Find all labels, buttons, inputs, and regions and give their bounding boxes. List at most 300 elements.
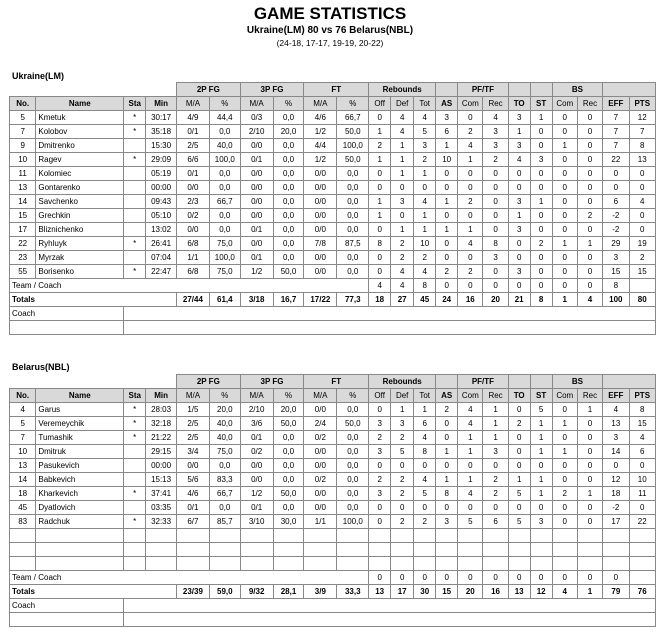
empty-cell xyxy=(337,529,369,543)
stat-cell: 0 xyxy=(530,501,552,515)
away-stats-table xyxy=(9,374,656,627)
header-ft: FT xyxy=(304,375,369,389)
stat-cell: 11 xyxy=(629,487,655,501)
stat-cell: 0 xyxy=(552,265,577,279)
column-header: Com xyxy=(552,97,577,111)
stat-cell: 3 xyxy=(483,125,508,139)
empty-cell xyxy=(337,557,369,571)
empty-cell xyxy=(530,543,552,557)
stat-cell: 0 xyxy=(483,279,508,293)
stat-cell: 0 xyxy=(436,181,458,195)
stat-cell: 00:00 xyxy=(146,181,177,195)
total-cell: 1 xyxy=(552,293,577,307)
stat-cell: 0 xyxy=(530,139,552,153)
empty-row xyxy=(10,557,656,571)
stat-cell: 0 xyxy=(577,515,602,529)
stat-cell: 1 xyxy=(458,473,483,487)
stat-cell: * xyxy=(124,111,146,125)
header-blank xyxy=(508,83,530,97)
stat-cell: 4 xyxy=(414,431,436,445)
stat-cell: 4 xyxy=(414,473,436,487)
empty-cell xyxy=(304,529,337,543)
column-header: Com xyxy=(458,97,483,111)
stat-cell: 0 xyxy=(414,459,436,473)
stat-cell: 1 xyxy=(436,139,458,153)
stat-cell: 0/1 xyxy=(176,501,209,515)
stat-cell: 0,0 xyxy=(209,459,240,473)
empty-cell xyxy=(209,557,240,571)
header-2p-fg: 2P FG xyxy=(176,375,240,389)
stat-cell: 0 xyxy=(508,167,530,181)
stat-cell: 1/5 xyxy=(176,403,209,417)
column-header: % xyxy=(337,97,369,111)
stat-cell: 3 xyxy=(436,111,458,125)
stat-cell xyxy=(124,195,146,209)
stat-cell: 0 xyxy=(483,195,508,209)
stat-cell: 2/5 xyxy=(176,417,209,431)
stat-cell: 0/1 xyxy=(240,223,273,237)
stat-cell: 4/6 xyxy=(176,487,209,501)
player-row xyxy=(10,417,656,431)
total-cell: 79 xyxy=(603,585,629,599)
stat-cell: 15:13 xyxy=(146,473,177,487)
team-name-away: Belarus(NBL) xyxy=(12,362,70,372)
header-blank xyxy=(436,83,458,97)
stat-cell: 15:30 xyxy=(146,139,177,153)
stat-cell: 2 xyxy=(414,251,436,265)
empty-cell xyxy=(629,557,655,571)
stat-cell: 1 xyxy=(552,417,577,431)
total-cell: 9/32 xyxy=(240,585,273,599)
stat-cell: 8 xyxy=(369,237,391,251)
stat-cell: 0 xyxy=(577,459,602,473)
empty-cell xyxy=(552,529,577,543)
stat-cell: 0/0 xyxy=(304,167,337,181)
total-cell: 17 xyxy=(391,585,414,599)
stat-cell: 0,0 xyxy=(337,181,369,195)
stat-cell: 50,0 xyxy=(337,417,369,431)
stat-cell: 1 xyxy=(391,223,414,237)
stat-cell: 0 xyxy=(369,265,391,279)
stat-cell: 2 xyxy=(436,403,458,417)
stat-cell: 3 xyxy=(530,153,552,167)
player-name: Ragev xyxy=(36,153,124,167)
stat-cell: 0 xyxy=(552,571,577,585)
stat-cell: 0 xyxy=(391,501,414,515)
stat-cell: 6/6 xyxy=(176,153,209,167)
column-header: TO xyxy=(508,97,530,111)
column-header: % xyxy=(273,389,304,403)
stat-cell: 1 xyxy=(458,431,483,445)
stat-cell: 0 xyxy=(577,265,602,279)
column-header: Min xyxy=(146,97,177,111)
stat-cell: 14 xyxy=(603,445,629,459)
stat-cell: 5 xyxy=(10,111,36,125)
stat-cell: 0 xyxy=(483,181,508,195)
stat-cell: 00:00 xyxy=(146,459,177,473)
stat-cell: 0 xyxy=(508,459,530,473)
empty-cell xyxy=(391,529,414,543)
stat-cell: 0 xyxy=(436,417,458,431)
stat-cell: 10 xyxy=(414,237,436,251)
stat-cell xyxy=(124,223,146,237)
header-blank xyxy=(603,83,656,97)
stat-cell: 2 xyxy=(458,195,483,209)
stat-cell: 3 xyxy=(603,251,629,265)
coach-label: Coach xyxy=(10,599,124,613)
stat-cell: 0/2 xyxy=(304,431,337,445)
column-header: Off xyxy=(369,97,391,111)
column-header: Off xyxy=(369,389,391,403)
stat-cell: 0,0 xyxy=(273,111,304,125)
stat-cell xyxy=(124,139,146,153)
stat-cell: 2 xyxy=(483,473,508,487)
stat-cell: 0,0 xyxy=(209,125,240,139)
team-coach-label: Team / Coach xyxy=(10,571,369,585)
stat-cell: 1 xyxy=(436,195,458,209)
stat-cell: 1 xyxy=(436,223,458,237)
stat-cell: 0 xyxy=(483,209,508,223)
stat-cell: 1 xyxy=(414,403,436,417)
stat-cell: 37:41 xyxy=(146,487,177,501)
stat-cell: 87,5 xyxy=(337,237,369,251)
stat-cell: 0,0 xyxy=(337,223,369,237)
column-header: % xyxy=(209,97,240,111)
stat-cell: 2 xyxy=(391,515,414,529)
stat-cell: 2 xyxy=(577,209,602,223)
empty-cell xyxy=(369,543,391,557)
empty-cell xyxy=(458,543,483,557)
stat-cell: 0 xyxy=(391,571,414,585)
stat-cell: 0/0 xyxy=(304,181,337,195)
stat-cell xyxy=(124,501,146,515)
stat-cell: 1 xyxy=(458,445,483,459)
player-name: Myrzak xyxy=(36,251,124,265)
column-header-row xyxy=(10,97,656,111)
stat-cell: 2 xyxy=(629,251,655,265)
empty-cell xyxy=(36,557,124,571)
player-row xyxy=(10,431,656,445)
empty-cell xyxy=(10,529,36,543)
column-header: M/A xyxy=(304,389,337,403)
header-pf-tf: PF/TF xyxy=(458,375,509,389)
empty-cell xyxy=(530,529,552,543)
player-row xyxy=(10,181,656,195)
stat-cell: 0 xyxy=(552,181,577,195)
stat-cell: 4 xyxy=(391,125,414,139)
total-cell: 76 xyxy=(629,585,655,599)
stat-cell: 0,0 xyxy=(337,459,369,473)
stat-cell: 3/6 xyxy=(240,417,273,431)
stat-cell: 0,0 xyxy=(337,431,369,445)
stat-cell: 13 xyxy=(10,459,36,473)
stat-cell: 6/8 xyxy=(176,265,209,279)
stat-cell: 1 xyxy=(458,223,483,237)
empty-cell xyxy=(414,557,436,571)
header-blank xyxy=(530,375,552,389)
stat-cell: 09:43 xyxy=(146,195,177,209)
stat-cell: 20,0 xyxy=(273,403,304,417)
stat-cell: 21:22 xyxy=(146,431,177,445)
stat-cell: 75,0 xyxy=(209,445,240,459)
empty-cell xyxy=(603,529,629,543)
stat-cell: 13 xyxy=(629,153,655,167)
column-header: Rec xyxy=(577,97,602,111)
stat-cell: 4 xyxy=(483,111,508,125)
player-row xyxy=(10,459,656,473)
stat-cell: -2 xyxy=(603,223,629,237)
stat-cell: 1 xyxy=(369,195,391,209)
stat-cell: 5 xyxy=(10,417,36,431)
player-name: Gontarenko xyxy=(36,181,124,195)
total-cell: 1 xyxy=(577,585,602,599)
stat-cell: 0 xyxy=(458,459,483,473)
stat-cell: * xyxy=(124,125,146,139)
stat-cell: 2/10 xyxy=(240,403,273,417)
stat-cell: 8 xyxy=(483,237,508,251)
stat-cell: 0 xyxy=(577,181,602,195)
total-cell: 4 xyxy=(552,585,577,599)
header-ft: FT xyxy=(304,83,369,97)
stat-cell: 2 xyxy=(458,265,483,279)
stat-cell: 0 xyxy=(391,459,414,473)
total-cell: 12 xyxy=(530,585,552,599)
stat-cell: 0/0 xyxy=(240,237,273,251)
stat-cell: 50,0 xyxy=(273,265,304,279)
total-cell: 80 xyxy=(629,293,655,307)
column-header: No. xyxy=(10,389,36,403)
stat-cell: 0 xyxy=(552,473,577,487)
stat-cell: 0,0 xyxy=(273,195,304,209)
header-3p-fg: 3P FG xyxy=(240,375,304,389)
stat-cell: 3 xyxy=(436,515,458,529)
stat-cell: 0,0 xyxy=(273,181,304,195)
empty-cell xyxy=(146,557,177,571)
player-row xyxy=(10,251,656,265)
stat-cell: 0 xyxy=(436,237,458,251)
stat-cell: 0 xyxy=(458,111,483,125)
stat-cell: 0/0 xyxy=(240,459,273,473)
coach-name xyxy=(124,599,656,613)
team-coach-row xyxy=(10,571,656,585)
stat-cell: 10 xyxy=(629,473,655,487)
stat-cell: 20,0 xyxy=(209,403,240,417)
empty-cell xyxy=(369,557,391,571)
player-row xyxy=(10,265,656,279)
stat-cell: 8 xyxy=(629,139,655,153)
empty-cell xyxy=(240,543,273,557)
coach-blank xyxy=(124,613,656,627)
stat-cell: 11 xyxy=(10,167,36,181)
stat-cell: 0 xyxy=(552,153,577,167)
stat-cell: 5 xyxy=(414,125,436,139)
stat-cell: 2 xyxy=(369,431,391,445)
stat-cell: 0/0 xyxy=(304,501,337,515)
empty-cell xyxy=(273,529,304,543)
stat-cell: 1 xyxy=(369,125,391,139)
column-header: Name xyxy=(36,97,124,111)
stat-cell: 0 xyxy=(436,167,458,181)
stat-cell: 0 xyxy=(530,125,552,139)
coach-blank xyxy=(10,613,124,627)
empty-cell xyxy=(629,543,655,557)
stat-cell: 29:09 xyxy=(146,153,177,167)
stat-cell: 1/1 xyxy=(304,515,337,529)
stat-cell: 0/3 xyxy=(240,111,273,125)
stat-cell: 3/4 xyxy=(176,445,209,459)
stat-cell: 32:18 xyxy=(146,417,177,431)
stat-cell: 5 xyxy=(391,445,414,459)
stat-cell: 1 xyxy=(530,445,552,459)
empty-cell xyxy=(577,529,602,543)
stat-cell: 0,0 xyxy=(273,431,304,445)
stat-cell: 4 xyxy=(10,403,36,417)
player-row xyxy=(10,473,656,487)
stat-cell: 1/2 xyxy=(240,487,273,501)
stat-cell: 2 xyxy=(391,487,414,501)
empty-cell xyxy=(369,529,391,543)
stat-cell: 7 xyxy=(603,111,629,125)
stat-cell: 0/0 xyxy=(304,195,337,209)
column-header: Name xyxy=(36,389,124,403)
player-name: Bliznichenko xyxy=(36,223,124,237)
stat-cell: 0 xyxy=(603,181,629,195)
player-name: Grechkin xyxy=(36,209,124,223)
stat-cell: 0/1 xyxy=(240,431,273,445)
stat-cell: 0 xyxy=(577,223,602,237)
stat-cell: 5 xyxy=(414,487,436,501)
player-row xyxy=(10,237,656,251)
quarter-scores: (24-18, 17-17, 19-19, 20-22) xyxy=(276,38,384,48)
group-header-row xyxy=(10,375,656,389)
stat-cell: 22 xyxy=(603,153,629,167)
stat-cell: 55 xyxy=(10,265,36,279)
stat-cell: 3 xyxy=(391,195,414,209)
team-name-home: Ukraine(LM) xyxy=(12,71,65,81)
stat-cell: 0 xyxy=(577,279,602,293)
stat-cell: 2 xyxy=(391,473,414,487)
stat-cell: 0 xyxy=(530,279,552,293)
stat-cell: 3 xyxy=(483,251,508,265)
stat-cell: 2 xyxy=(552,487,577,501)
total-cell: 27/44 xyxy=(176,293,209,307)
player-name: Dmitrenko xyxy=(36,139,124,153)
total-cell: 24 xyxy=(436,293,458,307)
stat-cell: 5 xyxy=(508,487,530,501)
stat-cell: 14 xyxy=(10,473,36,487)
stat-cell: 45 xyxy=(10,501,36,515)
total-cell: 59,0 xyxy=(209,585,240,599)
stat-cell: 0 xyxy=(508,431,530,445)
stat-cell: 0 xyxy=(436,209,458,223)
stat-cell xyxy=(629,279,655,293)
header-blank xyxy=(10,83,177,97)
team-coach-label: Team / Coach xyxy=(10,279,369,293)
total-cell: 100 xyxy=(603,293,629,307)
stat-cell: 0 xyxy=(483,167,508,181)
stat-cell: 0 xyxy=(483,571,508,585)
total-cell: 16 xyxy=(458,293,483,307)
stat-cell: 1 xyxy=(508,209,530,223)
stat-cell: 0 xyxy=(483,459,508,473)
stat-cell: 05:10 xyxy=(146,209,177,223)
total-cell: 17/22 xyxy=(304,293,337,307)
stat-cell: 0/0 xyxy=(176,181,209,195)
stat-cell: 07:04 xyxy=(146,251,177,265)
column-header: Rec xyxy=(577,389,602,403)
stat-cell: 1 xyxy=(508,125,530,139)
stat-cell: 2 xyxy=(414,153,436,167)
stat-cell: 0 xyxy=(530,167,552,181)
stat-cell: 0,0 xyxy=(337,195,369,209)
stat-cell: -2 xyxy=(603,501,629,515)
empty-cell xyxy=(304,543,337,557)
empty-cell xyxy=(603,543,629,557)
total-cell: 61,4 xyxy=(209,293,240,307)
header-blank xyxy=(10,375,177,389)
stat-cell: 0 xyxy=(369,111,391,125)
total-cell: 20 xyxy=(483,293,508,307)
stat-cell: 1 xyxy=(577,237,602,251)
stat-cell: 0 xyxy=(369,515,391,529)
column-header: Sta xyxy=(124,389,146,403)
stat-cell: 83,3 xyxy=(209,473,240,487)
stat-cell: 0 xyxy=(458,167,483,181)
coach-blank xyxy=(124,321,656,335)
stat-cell: 1 xyxy=(552,237,577,251)
stat-cell: 0 xyxy=(530,265,552,279)
stat-cell: 1/2 xyxy=(304,153,337,167)
stat-cell: 0/0 xyxy=(304,223,337,237)
player-name: Ryhluyk xyxy=(36,237,124,251)
stat-cell: 15 xyxy=(603,265,629,279)
coach-row xyxy=(10,307,656,321)
empty-row xyxy=(10,529,656,543)
stat-cell: 0,0 xyxy=(209,167,240,181)
player-row xyxy=(10,223,656,237)
stat-cell: 0 xyxy=(603,167,629,181)
coach-blank xyxy=(10,321,124,335)
stat-cell: 0,0 xyxy=(337,209,369,223)
stat-cell: 0 xyxy=(552,459,577,473)
stat-cell: 0 xyxy=(552,251,577,265)
player-row xyxy=(10,153,656,167)
stat-cell: 0 xyxy=(414,571,436,585)
stat-cell: 2 xyxy=(391,237,414,251)
empty-cell xyxy=(124,543,146,557)
stat-cell: 6 xyxy=(436,125,458,139)
stat-cell: 66,7 xyxy=(209,487,240,501)
stat-cell: 4 xyxy=(458,403,483,417)
stat-cell: 6/7 xyxy=(176,515,209,529)
stat-cell: 0 xyxy=(458,279,483,293)
stat-cell: 0,0 xyxy=(273,459,304,473)
header-3p-fg: 3P FG xyxy=(240,83,304,97)
totals-label: Totals xyxy=(10,585,177,599)
stat-cell: 35:18 xyxy=(146,125,177,139)
stat-cell xyxy=(124,251,146,265)
stat-cell: * xyxy=(124,417,146,431)
header-blank xyxy=(508,375,530,389)
stat-cell: 0 xyxy=(369,223,391,237)
stat-cell: 0/0 xyxy=(240,473,273,487)
stat-cell: 4 xyxy=(391,279,414,293)
column-header: Com xyxy=(458,389,483,403)
stat-cell: 0 xyxy=(552,501,577,515)
stat-cell: 0 xyxy=(552,403,577,417)
stat-cell xyxy=(124,473,146,487)
empty-cell xyxy=(304,557,337,571)
